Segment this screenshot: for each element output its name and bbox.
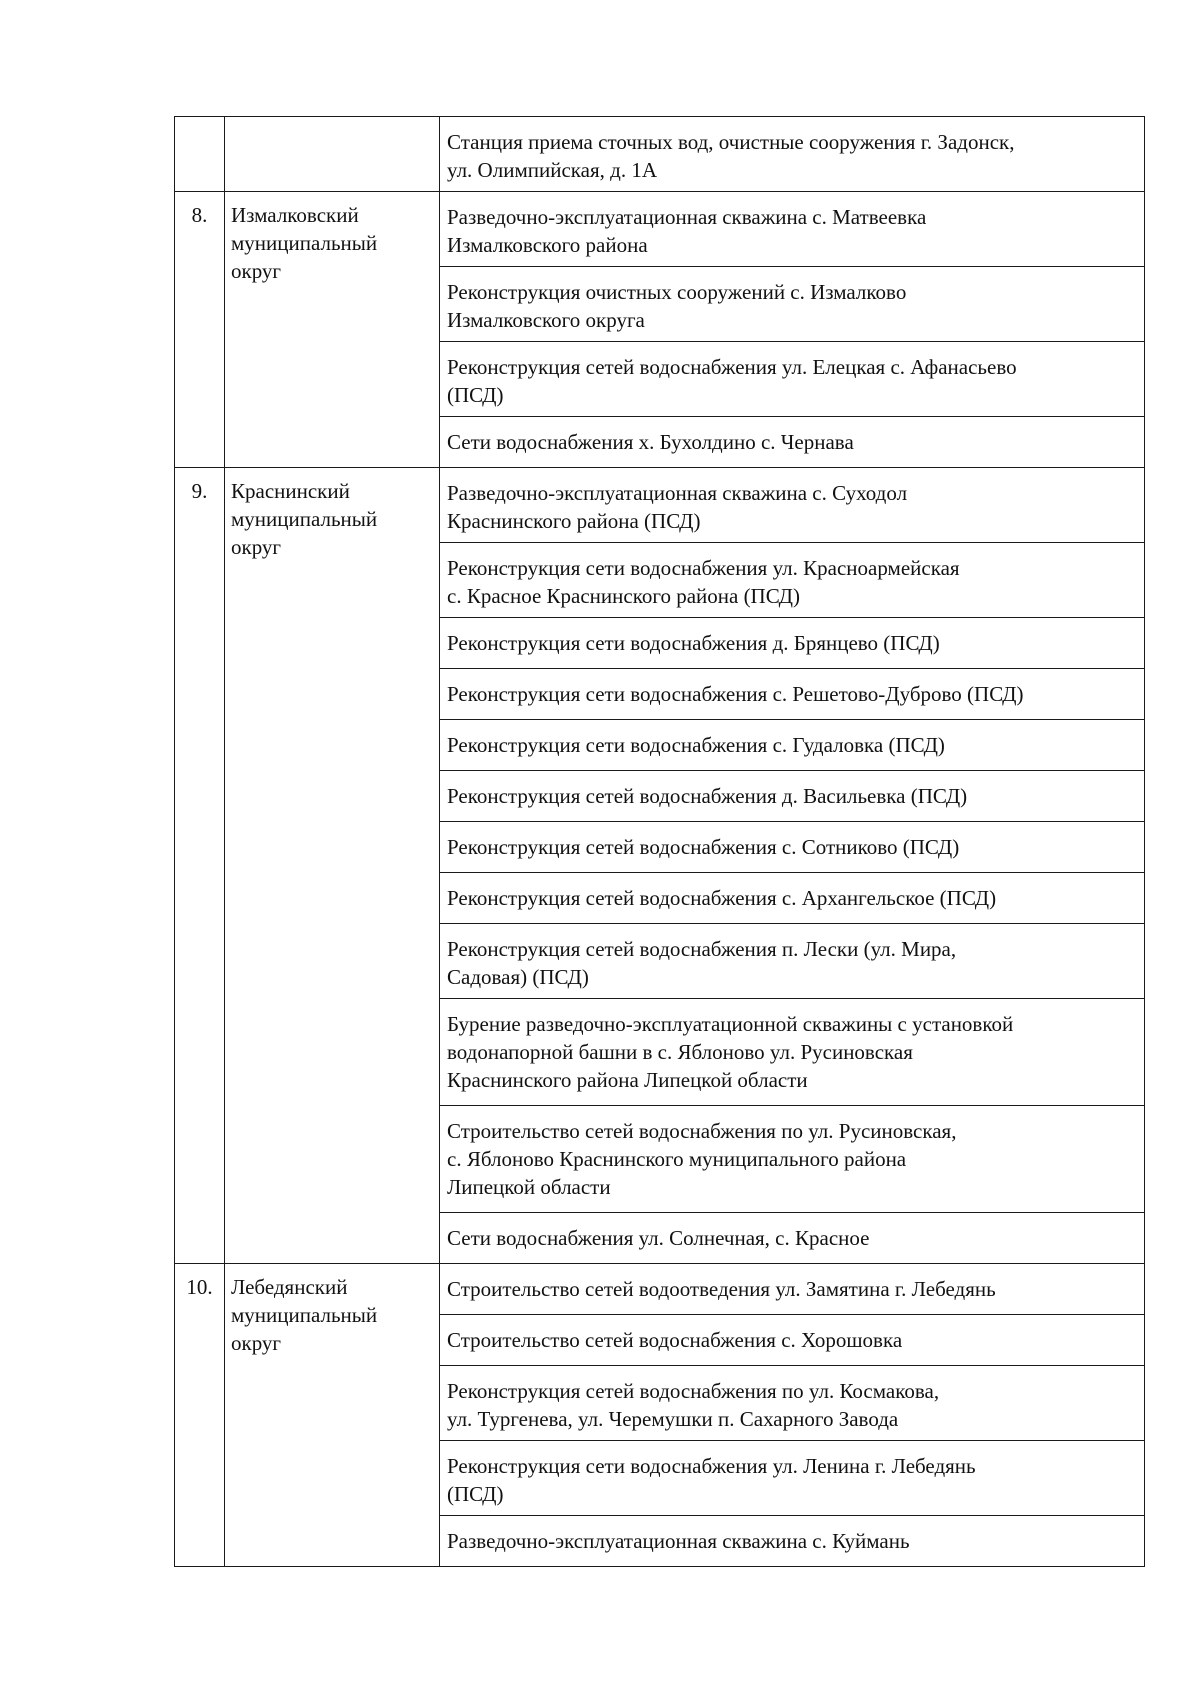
object-text-line: Разведочно-эксплуатационная скважина с. Куймань [447,1529,910,1553]
object-text-line: Сети водоснабжения ул. Солнечная, с. Красное [447,1226,870,1250]
object-cell [440,267,1145,342]
object-cell [440,1264,1145,1315]
object-cell [440,822,1145,873]
object-text-line: Бурение разведочно-эксплуатационной скважины с установкой [447,1012,1014,1036]
object-text-line: Липецкой области [447,1175,611,1199]
object-text-line: водонапорной башни в с. Яблоново ул. Русиновская [447,1040,913,1064]
object-cell [440,468,1145,543]
district-name-line: округ [231,535,282,559]
object-cell [440,417,1145,468]
object-text-line: Реконструкция сетей водоснабжения ул. Елецкая с. Афанасьево [447,355,1017,379]
object-cell [440,924,1145,999]
row-number-cell [175,468,225,1264]
object-cell [440,117,1145,192]
object-text-line: Реконструкция сети водоснабжения ул. Ленина г. Лебедянь [447,1454,976,1478]
object-text-line: Реконструкция сетей водоснабжения с. Архангельское (ПСД) [447,886,997,910]
district-cell [225,192,440,468]
object-cell [440,1441,1145,1516]
district-name-line: муниципальный [231,1303,378,1327]
object-cell [440,1516,1145,1567]
row-number: 8. [191,203,208,227]
object-text-line: Строительство сетей водоснабжения с. Хорошовка [447,1328,903,1352]
object-text-line: Реконструкция сети водоснабжения с. Гудаловка (ПСД) [447,733,945,757]
object-cell [440,1213,1145,1264]
object-text-line: Строительство сетей водоснабжения по ул. Русиновская, [447,1119,957,1143]
district-name-line: округ [231,1331,282,1355]
object-text-line: Реконструкция сети водоснабжения д. Брянцево (ПСД) [447,631,940,655]
object-text-line: Краснинского района Липецкой области [447,1068,808,1092]
object-cell [440,720,1145,771]
object-cell [440,669,1145,720]
object-cell [440,873,1145,924]
object-cell [440,543,1145,618]
table-row [175,1264,1145,1315]
object-text-line: Разведочно-эксплуатационная скважина с. Суходол [447,481,908,505]
object-cell [440,342,1145,417]
table-row [175,117,1145,192]
object-cell [440,1315,1145,1366]
row-number-cell [175,192,225,468]
object-text-line: Реконструкция сетей водоснабжения по ул. Космакова, [447,1379,940,1403]
district-cell [225,468,440,1264]
object-cell [440,771,1145,822]
object-text-line: Строительство сетей водоотведения ул. Замятина г. Лебедянь [447,1277,996,1301]
object-text-line: Реконструкция сети водоснабжения с. Решетово-Дуброво (ПСД) [447,682,1024,706]
objects-table [174,116,1145,1567]
row-number: 9. [191,479,208,503]
row-number-cell [175,1264,225,1567]
object-text-line: Реконструкция сетей водоснабжения с. Сотниково (ПСД) [447,835,960,859]
object-text-line: Измалковского округа [447,308,645,332]
object-cell [440,1366,1145,1441]
district-cell [225,1264,440,1567]
object-text-line: (ПСД) [447,1482,504,1506]
table-row [175,192,1145,267]
row-number: 10. [186,1275,213,1299]
object-text-line: Сети водоснабжения х. Бухолдино с. Чернава [447,430,854,454]
district-name-line: округ [231,259,282,283]
district-name-line: муниципальный [231,507,378,531]
object-text-line: Реконструкция очистных сооружений с. Измалково [447,280,907,304]
district-name-line: муниципальный [231,231,378,255]
object-text-line: Садовая) (ПСД) [447,965,589,989]
object-text-line: Краснинского района (ПСД) [447,509,701,533]
object-cell [440,999,1145,1106]
district-name-line: Измалковский [231,203,359,227]
district-cell [225,117,440,192]
object-cell [440,618,1145,669]
object-cell [440,192,1145,267]
object-text-line: (ПСД) [447,383,504,407]
row-number-cell [175,117,225,192]
object-text-line: Реконструкция сетей водоснабжения д. Васильевка (ПСД) [447,784,968,808]
object-text-line: с. Красное Краснинского района (ПСД) [447,584,801,608]
object-text-line: Станция приема сточных вод, очистные сооружения г. Задонск, [447,130,1015,154]
object-text-line: Реконструкция сетей водоснабжения п. Лески (ул. Мира, [447,937,957,961]
object-text-line: с. Яблоново Краснинского муниципального района [447,1147,907,1171]
district-name-line: Лебедянский [231,1275,348,1299]
table-row [175,468,1145,543]
object-text-line: ул. Олимпийская, д. 1А [447,158,657,182]
object-text-line: ул. Тургенева, ул. Черемушки п. Сахарного Завода [447,1407,899,1431]
object-text-line: Реконструкция сети водоснабжения ул. Красноармейская [447,556,960,580]
object-text-line: Разведочно-эксплуатационная скважина с. Матвеевка [447,205,927,229]
object-cell [440,1106,1145,1213]
object-text-line: Измалковского района [447,233,648,257]
district-name-line: Краснинский [231,479,350,503]
